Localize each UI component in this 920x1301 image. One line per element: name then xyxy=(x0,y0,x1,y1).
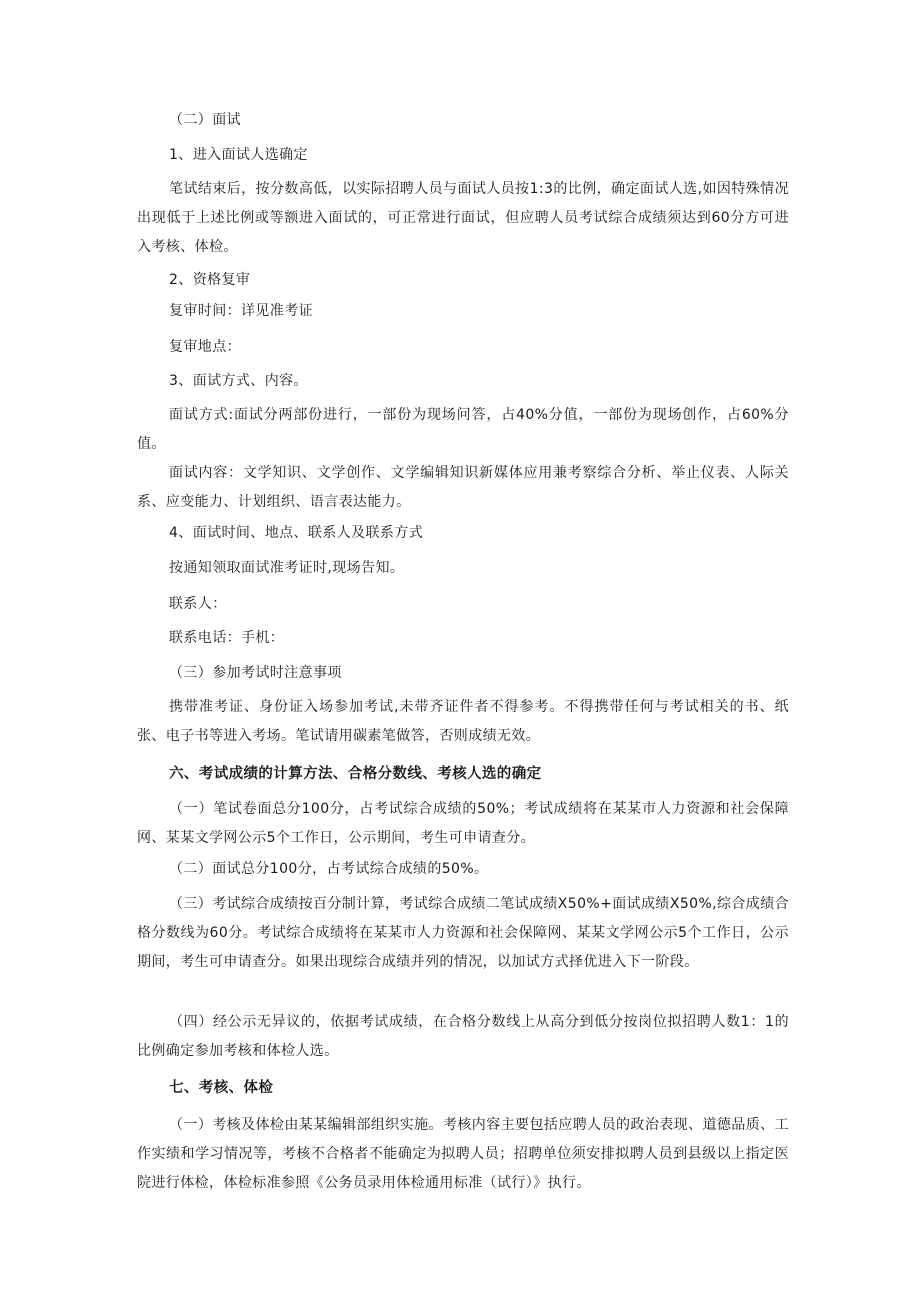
paragraph-notice: 按通知领取面试准考证时,现场告知。 xyxy=(169,560,405,576)
paragraph-contact-phone: 联系电话：手机： xyxy=(169,630,285,646)
paragraph-review-time: 复审时间：详见准考证 xyxy=(169,303,313,319)
subsection-title-exam-notes: （三）参加考试时注意事项 xyxy=(169,665,342,681)
paragraph-assessment-physical: （一）考核及体检由某某编辑部组织实施。考核内容主要包括应聘人员的政治表现、道德品质、工作实绩和学习情况等，考核不合格者不能确定为拟聘人员；招聘单位须安排拟聘人员到县级以上指定医院进行体检，体检标准参照《公务员录用体检通用标准（试行）》执行。 xyxy=(137,1117,789,1191)
paragraph-contact-person: 联系人： xyxy=(169,596,227,612)
paragraph-interview-method: 面试方式:面试分两部份进行，一部份为现场问答，占40%分值，一部份为现场创作，占60%分值。 xyxy=(137,407,789,452)
section-heading-seven: 七、考核、体检 xyxy=(169,1080,274,1096)
item-interview-time-place: 4、面试时间、地点、联系人及联系方式 xyxy=(169,525,424,541)
item-interview-method: 3、面试方式、内容。 xyxy=(169,373,308,389)
subsection-title-interview: （二）面试 xyxy=(169,112,241,128)
paragraph-composite-score: （三）考试综合成绩按百分制计算，考试综合成绩二笔试成绩X50%+面试成绩X50%,综合成绩合格分数线为60分。考试综合成绩将在某某市人力资源和社会保障网、某某文学网公示5个工作日，公示期间，考生可申请查分。如果出现综合成绩并列的情况，以加试方式择优进入下一阶段。 xyxy=(137,896,789,970)
item-interview-candidates: 1、进入面试人选确定 xyxy=(169,147,308,163)
paragraph-interview-content: 面试内容：文学知识、文学创作、文学编辑知识新媒体应用兼考察综合分析、举止仪表、人际关系、应变能力、计划组织、语言表达能力。 xyxy=(137,465,789,510)
item-qualification-review: 2、资格复审 xyxy=(169,272,251,288)
paragraph-interview-score: （二）面试总分100分，占考试综合成绩的50%。 xyxy=(169,861,489,877)
paragraph-candidate-selection: 笔试结束后，按分数高低，以实际招聘人员与面试人员按1:3的比例，确定面试人选,如因特殊情况出现低于上述比例或等额进入面试的，可正常进行面试，但应聘人员考试综合成绩须达到60分方可进入考核、体检。 xyxy=(137,181,789,255)
paragraph-exam-notes: 携带准考证、身份证入场参加考试,未带齐证件者不得参考。不得携带任何与考试相关的书、纸张、电子书等进入考场。笔试请用碳素笔做答，否则成绩无效。 xyxy=(137,699,789,744)
paragraph-assessment-selection: （四）经公示无异议的，依据考试成绩，在合格分数线上从高分到低分按岗位拟招聘人数1：1的比例确定参加考核和体检人选。 xyxy=(137,1014,789,1059)
paragraph-review-location: 复审地点： xyxy=(169,339,241,355)
section-heading-six: 六、考试成绩的计算方法、合格分数线、考核人选的确定 xyxy=(169,766,542,782)
paragraph-written-score: （一）笔试卷面总分100分，占考试综合成绩的50%；考试成绩将在某某市人力资源和社会保障网、某某文学网公示5个工作日，公示期间，考生可申请查分。 xyxy=(137,801,789,846)
